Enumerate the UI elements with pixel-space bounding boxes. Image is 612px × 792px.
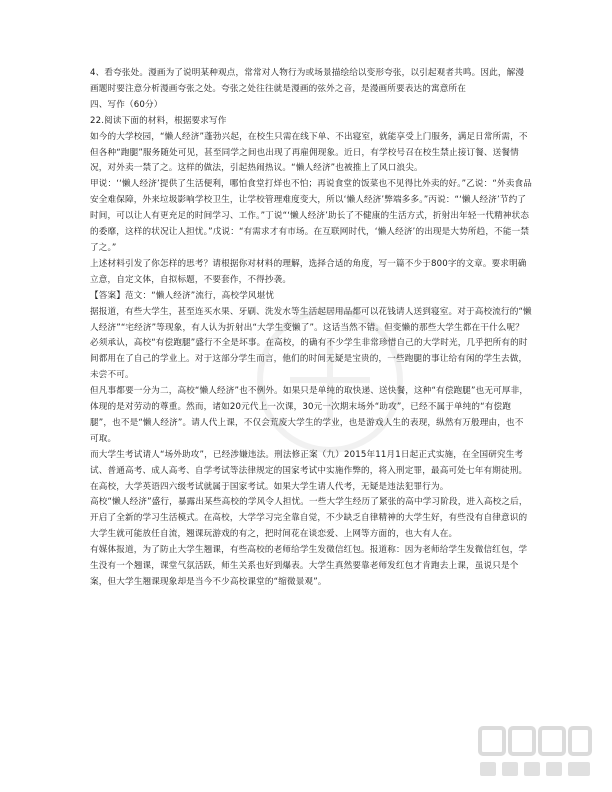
document-body <box>90 66 532 591</box>
paragraph-tip-4: 4、看夸张处。漫画为了说明某种观点，常常对人物行为或场景描绘给以变形夸张，以引起观者共鸣。因此，解漫画题时要注意分析漫画夸张之处。夸张之处往往就是漫画的弦外之音，是漫画所要表达的寓意所在 <box>90 68 525 94</box>
essay-paragraph-2: 必须承认，高校“有偿跑腿”盛行不全是坏事。在高校，的确有不少学生非常珍惜自己的大学时光，几乎把所有的时间都用在了自己的学业上。对于这部分学生而言，他们的时间无疑是宝贵的，一些跑腿的事让给有闲的学生去做，未尝不可。 <box>90 338 528 381</box>
essay-paragraph-4: 而大学生考试请人“场外助攻”，已经涉嫌违法。刑法修正案（九）2015年11月1日起正式实施，在全国研究生考试、普通高考、成人高考、自学考试等法律规定的国家考试中实施作弊的，将入刑定罪，最高可处七年有期徒刑。在高校，大学英语四六级考试就属于国家考试。如果大学生请人代考，无疑是违法犯罪行为。 <box>90 449 528 492</box>
essay-paragraph-3: 但凡事都要一分为二，高校“懒人经济”也不例外。如果只是单纯的取快递、送快餐，这种“有偿跑腿”也无可厚非，体现的是对劳动的尊重。然而，诸如20元代上一次课，30元一次期末场外“助攻”，已经不属于单纯的“有偿跑腿”，也不是“懒人经济”。请人代上课，不仅会荒废大学生的学业，也是游戏人生的表现，纵然有万般理由，也不可取。 <box>90 386 529 444</box>
watermark-logo-icon <box>474 722 594 784</box>
question-22-heading: 22.阅读下面的材料，根据要求写作 <box>90 115 227 126</box>
essay-paragraph-5: 高校“懒人经济”盛行，暴露出某些高校的学风令人担忧。一些大学生经历了紧张的高中学习阶段，进入高校之后，开启了全新的学习生活模式。在高校，大学学习完全靠自觉，不少缺乏自律精神的大学生好，有些没有自律意识的大学生就可能放任自流，翘课玩游戏的有之，把时间花在谈恋爱、上网等方面的，也大有人在。 <box>90 497 528 540</box>
section-heading-writing: 四、写作（60分） <box>90 99 163 110</box>
material-paragraph-1: 如今的大学校园，“懒人经济”蓬勃兴起，在校生只需在线下单、不出寝室，就能享受上门服务，满足日常所需，不但各种“跑腿”服务随处可见，甚至同学之间也出现了再雇佣现象。近日，有学校号召在校生禁止接订餐、送餐情况，对外卖一禁了之。这样的做法，引起热闹热议。“懒人经济”也被推上了风口浪尖。 <box>90 131 528 174</box>
answer-title: 【答案】范文：“懒人经济”流行，高校学风堪忧 <box>90 290 275 301</box>
material-paragraph-2: 甲说：‘‘懒人经济’提供了生活便利，哪怕食堂打烊也不怕；再说食堂的饭菜也不见得比外卖的好。”乙说：“外卖食品安全难保障，外来垃圾影响学校卫生，让学校管理难度变大，所以‘懒人经济’弊端多多。”丙说：“‘懒人经济’节约了时间，可以让人有更充足的时间学习、工作。”丁说“‘懒人经济’助长了不健康的生活方式，折射出年轻一代精神状态的委靡，这样的状况让人担忧。”戊说：“有需求才有市场。在互联网时代，‘懒人经济’的出现是大势所趋，不能一禁了之。” <box>90 179 532 253</box>
writing-requirement: 上述材料引发了你怎样的思考？请根据你对材料的理解，选择合适的角度，写一篇不少于800字的文章。要求明确立意，自定文体，自拟标题，不要套作，不得抄袭。 <box>90 258 527 285</box>
essay-paragraph-6: 有媒体报道，为了防止大学生翘课，有些高校的老师给学生发微信红包。报道称：因为老师给学生发微信红包，学生没有一个翘课，课堂气氛活跃，师生关系也好到爆表。大学生真然要靠老师发红包才肯跑去上课，虽说只是个案，但大学生翘课现象却是当今不少高校课堂的“缩微景观”。 <box>90 545 528 587</box>
essay-paragraph-1: 据报道，有些大学生，甚至连买水果、牙刷、洗发水等生活起居用品都可以花钱请人送到寝室。对于高校流行的“懒人经济”“宅经济”等现象，有人认为折射出“大学生变懒了”。这话当然不错。但变懒的那些大学生都在干什么呢？ <box>90 306 532 333</box>
